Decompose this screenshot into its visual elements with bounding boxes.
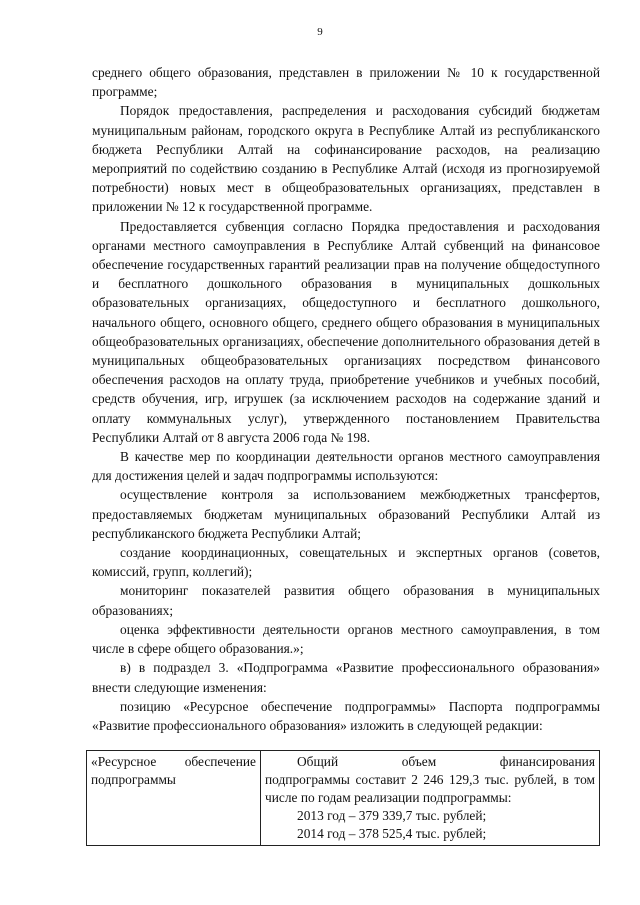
table-text: подпрограммы составит 2 246 129,3 тыс. рублей, в том числе по годам реализации подпрограммы: [265,772,595,805]
paragraph: позицию «Ресурсное обеспечение подпрограммы» Паспорта подпрограммы «Развитие профессионального образования» изложить в следующей редакции: [92,698,600,733]
table-label-cell [87,751,261,846]
table-label: «Ресурсное обеспечение подпрограммы [91,754,256,787]
page-number: 9 [317,26,323,38]
paragraph: оценка эффективности деятельности органов местного самоуправления, в том числе в сфере общего образования.»; [92,621,600,657]
table-year-line: 2013 год – 379 339,7 тыс. рублей; [297,808,487,823]
document-body [92,63,600,735]
paragraph: в) в подраздел 3. «Подпрограмма «Развитие профессионального образования» внести следующие изменения: [92,660,600,695]
table-year-line: 2014 год – 378 525,4 тыс. рублей; [297,826,487,841]
paragraph: создание координационных, совещательных и экспертных органов (советов, комиссий, групп, коллегий); [92,545,600,580]
paragraph: Порядок предоставления, распределения и расходования субсидий бюджетам муниципальным районам, городского округа в Республике Алтай из республиканского бюджета Республики Алтай на софинансирование расходов, на реализацию мероприятий по содействию созданию в Республике Алтай (исходя из прогнозируемой потребности) новых мест в общеобразовательных организациях, представлен в приложении № 12 к государственной программе. [92,103,600,215]
table-lead-line: Общий объем финансирования [297,754,595,769]
paragraph: среднего общего образования, представлен в приложении № 10 к государственной программе; [92,65,600,100]
paragraph: мониторинг показателей развития общего образования в муниципальных образованиях; [92,583,600,618]
table-row [87,751,600,846]
resource-table [86,750,600,846]
table-value-cell [261,751,600,846]
paragraph: В качестве мер по координации деятельности органов местного самоуправления для достижения целей и задач подпрограммы используются: [92,449,600,484]
paragraph: осуществление контроля за использованием межбюджетных трансфертов, предоставляемых бюджетам муниципальных образований Республики Алтай из республиканского бюджета Республики Алтай; [92,487,600,541]
paragraph: Предоставляется субвенция согласно Порядка предоставления и расходования органами местного самоуправления в Республике Алтай субвенций на финансовое обеспечение государственных гарантий реализации прав на получение общедоступного и бесплатного дошкольного образования в муниципальных дошкольных образовательных организациях, общедоступного и бесплатного дошкольного, начального общего, основного общего, среднего общего образования в муниципальных общеобразовательных организациях, обеспечение дополнительного образования детей в муниципальных общеобразовательных организациях посредством финансового обеспечения расходов на оплату труда, приобретение учебников и учебных пособий, средств обучения, игр, игрушек (за исключением расходов на содержание зданий и оплату коммунальных услуг), утвержденного постановлением Правительства Республики Алтай от 8 августа 2006 года № 198. [92,218,600,445]
